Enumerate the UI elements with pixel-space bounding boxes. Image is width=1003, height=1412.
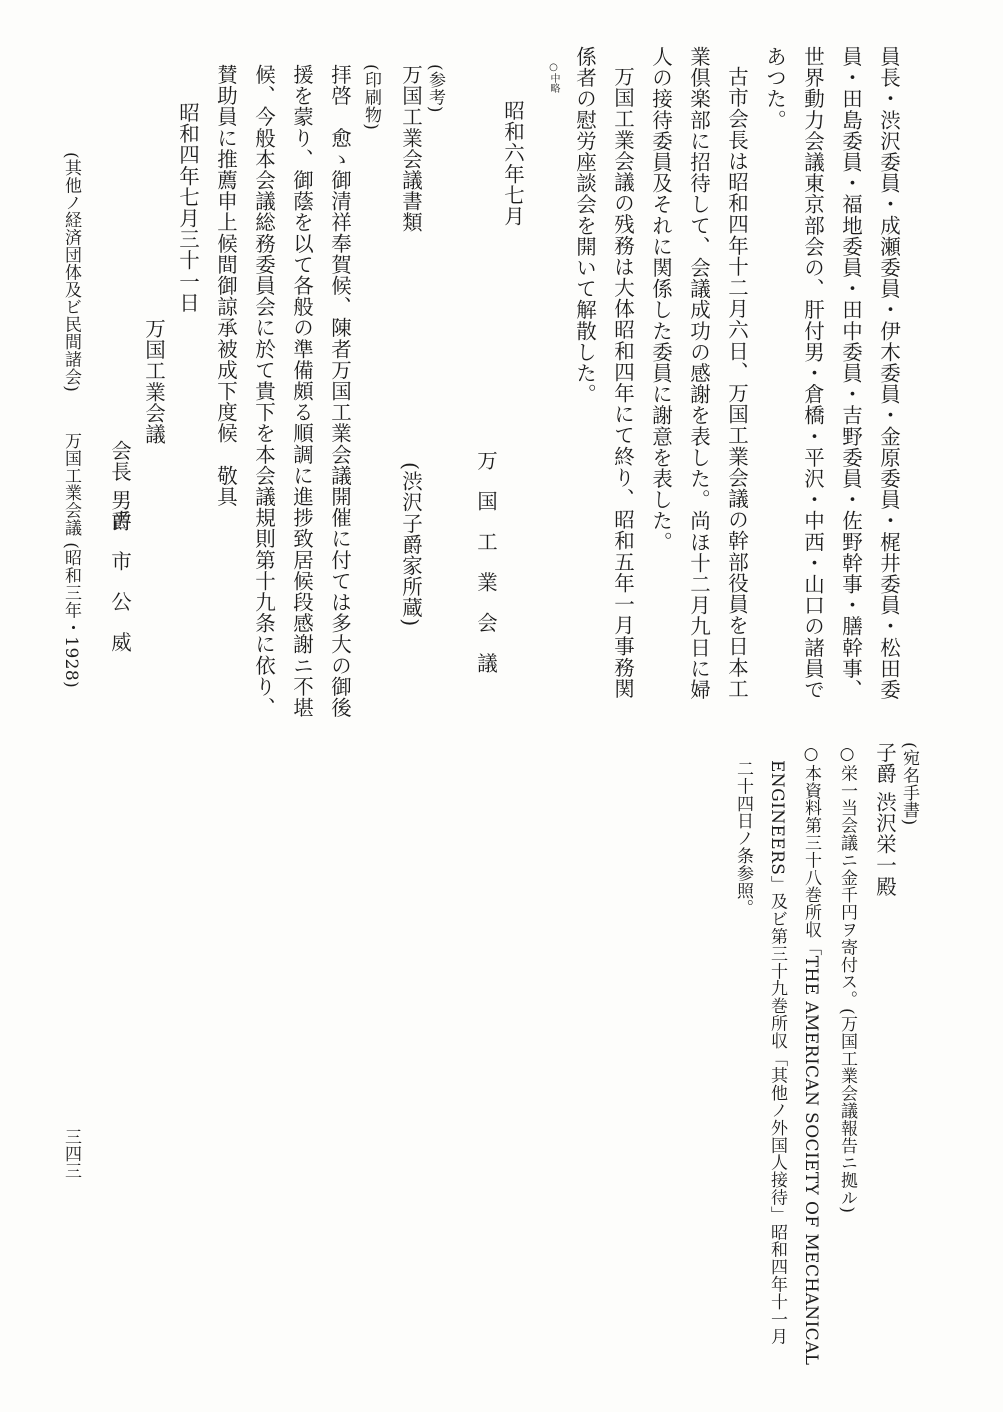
reference-title: 万国工業会議書類 [398,64,423,233]
note-line: ○栄一当会議ニ金千円ヲ寄付ス。(万国工業会議報告ニ拠ル) [837,744,857,1214]
body-line: 万国工業会議の残務は大体昭和四年にて終り、昭和五年一月事務関 [610,66,635,699]
letter-signer-name: 古市公威 [107,510,132,672]
closing-org: 万国工業会議 [473,450,498,693]
body-line: 人の接待委員及それに関係した委員に謝意を表した。 [648,46,673,553]
body-line: 係者の慰労座談会を開いて解散した。 [572,46,597,405]
letter-date: 昭和四年七月三十一日 [175,102,200,313]
addressee: 子爵 渋沢栄一殿 [872,742,897,897]
note-line: ENGINEERS」及ビ第三十九巻所収「其他ノ外国人接待」昭和四年十一月 [767,760,787,1346]
omission-mark: ○中略 [548,62,559,93]
letter-line: 援を蒙り、御蔭を以て各般の準備頗る順調に進捗致居候段感謝ニ不堪 [289,64,314,719]
note-line: 二十四日ノ条参照。 [733,760,753,917]
letter-line: 候、今般本会議総務委員会に於て貴下を本会議規則第十九条に依り、 [251,64,276,719]
note-line: ○本資料第三十八巻所収「THE AMERICAN SOCIETY OF MECHANICAL [801,744,821,1366]
letter-org: 万国工業会議 [141,318,166,445]
body-line: 業倶楽部に招待して、会議成功の感謝を表した。尚ほ十二月九日に婦 [686,46,711,701]
running-footer-left: (其他ノ経済団体及ビ民間諸会) [61,152,81,393]
printed-label: (印刷物) [361,64,381,131]
page-number: 三四三 [61,1128,81,1179]
body-line: 世界動力会議東京部会の、肝付男・倉橋・平沢・中西・山口の諸員で [800,46,825,701]
closing-date: 昭和六年七月 [500,100,525,227]
running-footer-center: 万国工業会議 (昭和三年・1928) [61,432,81,689]
body-line: 員長・渋沢委員・成瀬委員・伊木委員・金原委員・梶井委員・松田委 [876,46,901,701]
letter-line: 賛助員に推薦申上候間御諒承被成下度候 敬具 [213,64,238,508]
body-line: 員・田島委員・福地委員・田中委員・吉野委員・佐野幹事・膳幹事、 [838,46,863,701]
reference-label: (参考) [425,64,445,113]
reference-source: (渋沢子爵家所蔵) [398,462,423,627]
body-line: 古市会長は昭和四年十二月六日、万国工業会議の幹部役員を日本工 [724,66,749,699]
body-line: あつた。 [762,46,787,131]
letter-line: 拝啓 愈ゝ御清祥奉賀候、陳者万国工業会議開催に付ては多大の御後 [327,64,352,719]
letter-signer-title: 会長 男爵 [107,440,132,532]
addressee-note: (宛名手書) [899,742,919,826]
